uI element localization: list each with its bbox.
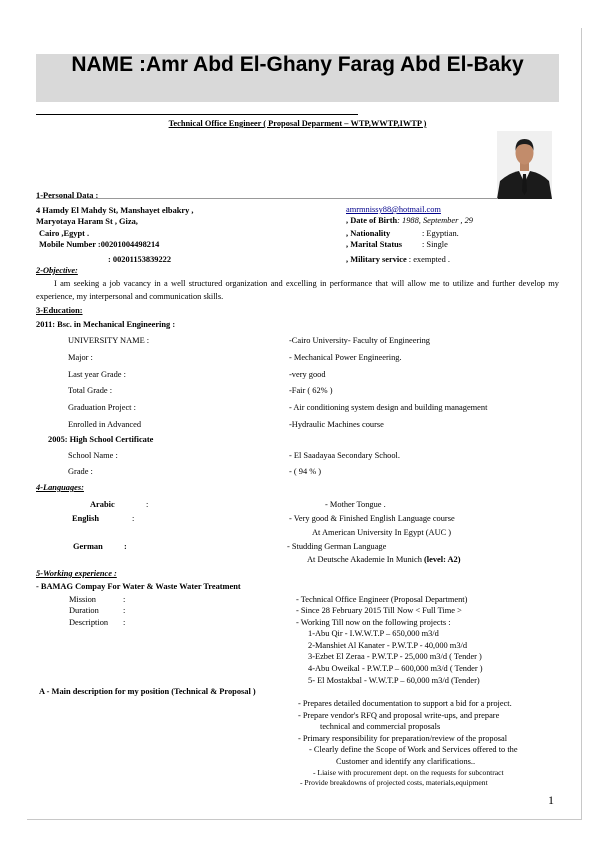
lang-value: - Studding German Language [287, 542, 387, 551]
name-title: NAME :Amr Abd El-Ghany Farag Abd El-Baky [71, 53, 524, 76]
lang-value: - Mother Tongue . [325, 500, 386, 509]
description-label: Description [69, 618, 109, 627]
duty-item: - Primary responsibility for preparation/review of the proposal [298, 734, 508, 743]
military-row [346, 254, 450, 265]
lang-english-detail: At American University In Egypt (AUC ) [312, 528, 452, 537]
main-description-title: A - Main description for my position (Technical & Proposal ) [39, 687, 256, 696]
project-item: 1-Abu Qir - I.W.W.T.P – 650,000 m3/d [308, 629, 439, 638]
duty-item: - Provide breakdowns of projected costs, materials,equipment [300, 778, 488, 787]
school-value: - ( 94 % ) [289, 467, 322, 476]
duty-item: Customer and identify any clarifications.. [336, 757, 476, 766]
edu-value: -Hydraulic Machines course [289, 420, 384, 429]
profile-photo [497, 131, 552, 199]
email-link[interactable]: amrmnissy88@hotmail.com [346, 205, 441, 214]
project-item: 2-Manshiet Al Kanater - P.W.T.P - 40,000 m3/d [308, 641, 468, 650]
lang-label: Arabic [90, 500, 115, 509]
title-divider [36, 114, 358, 115]
languages-heading: 4-Languages: [36, 483, 84, 492]
job-title: Technical Office Engineer ( Proposal Deparment – WTP,WWTP,IWTP ) [168, 119, 427, 128]
duty-item: - Prepare vendor's RFQ and proposal write-ups, and prepare [298, 711, 500, 720]
mobile-number-1: 00201004498214 [100, 240, 160, 249]
marital-value: : Single [422, 240, 448, 249]
duty-item: technical and commercial proposals [320, 722, 441, 731]
nationality-label: , Nationality [346, 229, 391, 238]
lang-colon: : [124, 542, 127, 551]
description-row [69, 617, 126, 628]
edu-label: UNIVERSITY NAME : [68, 336, 150, 345]
school-label: School Name : [68, 451, 118, 460]
school-label: Grade : [68, 467, 93, 476]
experience-heading: 5-Working experience : [36, 569, 117, 578]
military-value: : exempted . [408, 255, 450, 264]
edu-label: Total Grade : [68, 386, 113, 395]
edu-label: Major : [68, 353, 93, 362]
mission-row [69, 594, 126, 605]
project-item: 5- El Mostakbal - W.W.T.P – 60,000 m3/d (Tender) [308, 676, 480, 685]
lang-german-level: (level: A2) [424, 555, 461, 564]
marital-label: , Marital Status [346, 240, 403, 249]
mobile-row [39, 239, 159, 250]
duty-item: - Prepares detailed documentation to support a bid for a project. [298, 699, 512, 708]
duration-value: - Since 28 February 2015 Till Now < Full Time > [296, 606, 462, 615]
dob-value: : 1988, September , 29 [397, 216, 473, 225]
education-heading: 3-Education: [36, 306, 83, 315]
address-line-3: Cairo ,Egypt . [39, 229, 90, 238]
military-label: , Military service [346, 255, 407, 264]
mission-label: Mission [69, 595, 96, 604]
mobile-number-2: : 00201153839222 [108, 255, 172, 264]
objective-text: I am seeking a job vacancy in a well structured organization and excelling in performance that will allow me to utilize and further develop my experience, my interpersonal and communication skills. [36, 279, 559, 301]
address-line-2: Maryotaya Haram St , Giza, [36, 217, 138, 226]
edu-label: Last year Grade : [68, 370, 126, 379]
degree-title: 2011: Bsc. in Mechanical Engineering : [36, 320, 176, 329]
edu-value: -Cairo University- Faculty of Engineering [289, 336, 430, 345]
edu-value: -very good [289, 370, 326, 379]
edu-value: - Mechanical Power Engineering. [289, 353, 402, 362]
nationality-value: : Egyptian. [422, 229, 459, 238]
objective-heading: 2-Objective: [36, 266, 78, 275]
school-value: - El Saadayaa Secondary School. [289, 451, 400, 460]
duration-colon: : [123, 606, 126, 615]
project-item: 4-Abu Oweikal - P.W.T.P – 600,000 m3/d ( Tender ) [308, 664, 483, 673]
description-colon: : [123, 618, 126, 627]
lang-label: German [73, 542, 103, 551]
lang-german-detail [307, 554, 461, 565]
mission-value: - Technical Office Engineer (Proposal Department) [296, 595, 468, 604]
dob-label: , Date of Birth [346, 216, 398, 225]
lang-label: English [72, 514, 100, 523]
lang-german-school: At Deutsche Akademie In Munich [307, 555, 422, 564]
description-value: - Working Till now on the following projects : [296, 618, 451, 627]
edu-value: - Air conditioning system design and building management [289, 403, 488, 412]
duration-row [69, 605, 126, 616]
personal-data-heading: 1-Personal Data : [36, 191, 99, 200]
mission-colon: : [123, 595, 126, 604]
dob-row [346, 215, 473, 226]
address-line-1: 4 Hamdy El Mahdy St, Manshayet elbakry , [36, 206, 194, 215]
company-name: - BAMAG Compay For Water & Waste Water Treatment [36, 582, 241, 591]
personal-divider [36, 198, 498, 199]
page-number: 1 [548, 793, 554, 807]
edu-label: Enrolled in Advanced [68, 420, 142, 429]
school-title: 2005: High School Certificate [48, 435, 154, 444]
lang-colon: : [146, 500, 149, 509]
project-item: 3-Ezbet El Zeraa - P.W.T.P - 25,000 m3/d ( Tender ) [308, 652, 482, 661]
mobile-label: Mobile Number : [39, 240, 101, 249]
lang-value: - Very good & Finished English Language course [289, 514, 455, 523]
edu-label: Graduation Project : [68, 403, 136, 412]
duration-label: Duration [69, 606, 99, 615]
lang-colon: : [132, 514, 135, 523]
duty-item: - Liaise with procurement dept. on the requests for subcontract [313, 768, 504, 777]
edu-value: -Fair ( 62% ) [289, 386, 333, 395]
nationality-row [346, 228, 459, 239]
duty-item: - Clearly define the Scope of Work and Services offered to the [309, 745, 518, 754]
marital-row [346, 239, 448, 250]
